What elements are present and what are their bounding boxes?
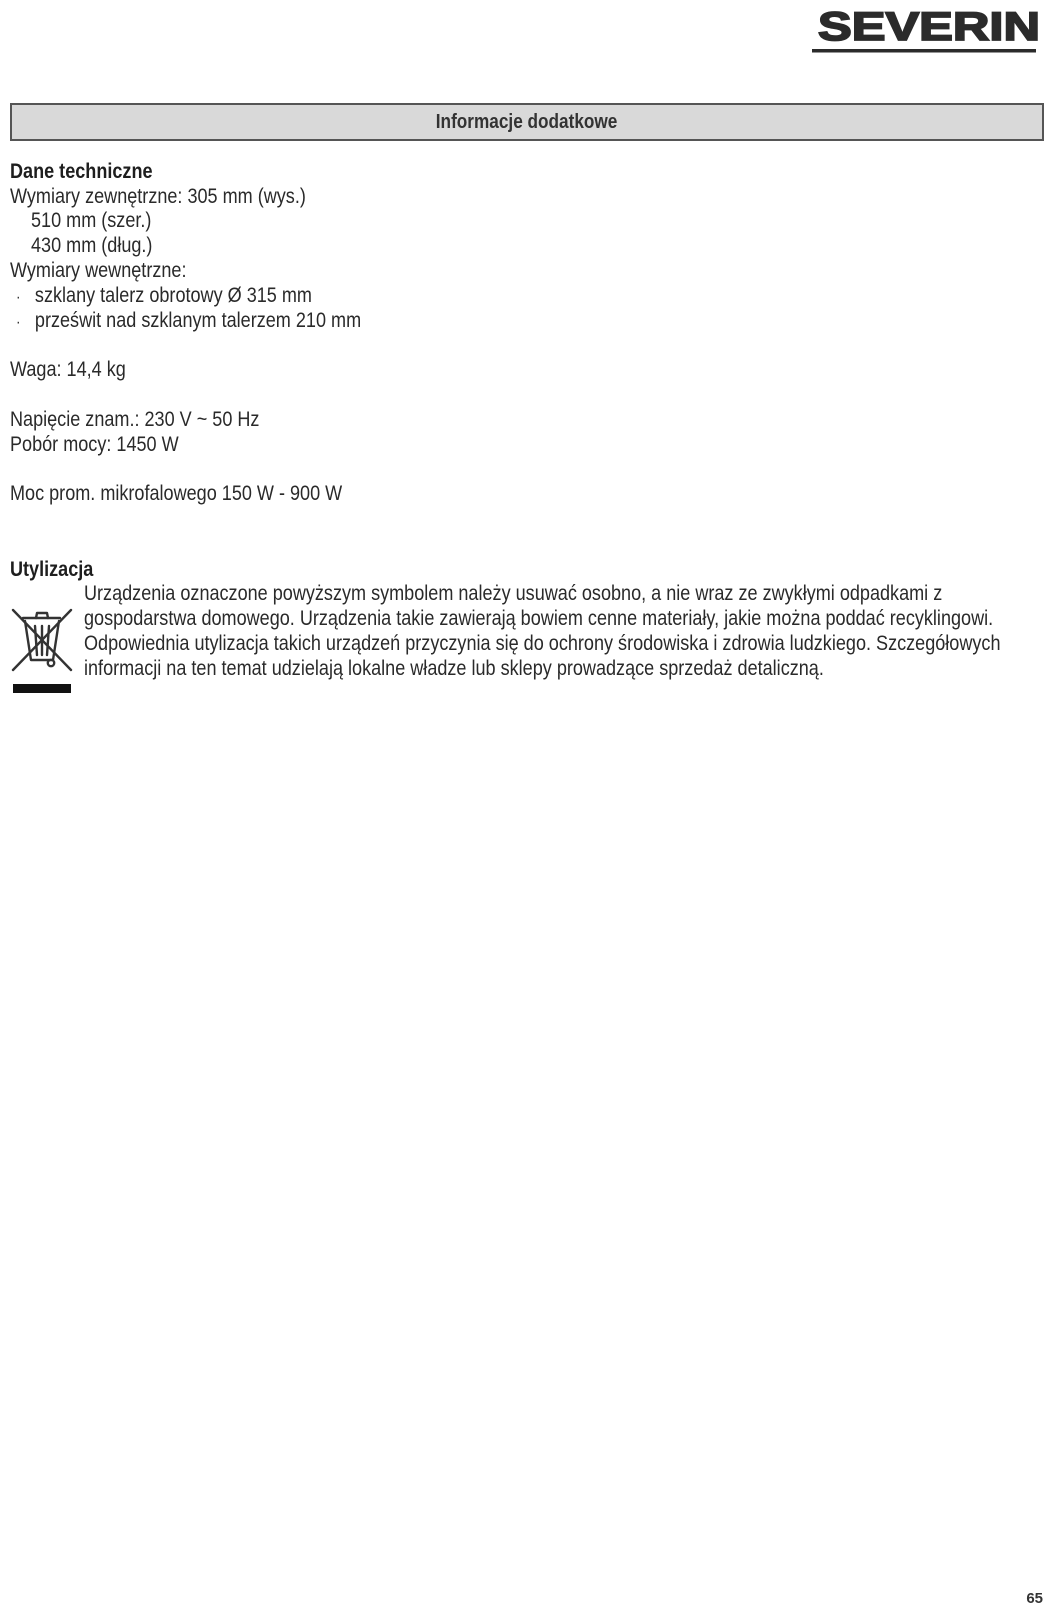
disposal-text-line: Urządzenia oznaczone powyższym symbolem należy usuwać osobno, a nie wraz ze zwykłymi odpadkami z: [84, 582, 943, 605]
outer-dimensions-length: 430 mm (dług.): [31, 234, 153, 257]
tech-heading: Dane techniczne: [10, 160, 153, 183]
weee-crossed-bin-icon: [10, 604, 76, 698]
outer-dimensions-height: Wymiary zewnętrzne: 305 mm (wys.): [10, 185, 306, 208]
inner-dimensions-label: Wymiary wewnętrzne:: [10, 259, 187, 282]
weight: Waga: 14,4 kg: [10, 358, 126, 381]
severin-logo: [812, 6, 1046, 56]
bullet: ·: [16, 289, 21, 306]
inner-dimension-text: szklany talerz obrotowy Ø 315 mm: [34, 284, 312, 307]
page-number: 65: [1026, 1590, 1043, 1607]
disposal-heading: Utylizacja: [10, 558, 94, 581]
outer-dimensions-width: 510 mm (szer.): [31, 209, 152, 232]
section-header: [10, 103, 1044, 141]
power-consumption: Pobór mocy: 1450 W: [10, 433, 179, 456]
svg-text:SEVERIN: SEVERIN: [818, 6, 1040, 49]
section-title: Informacje dodatkowe: [436, 110, 618, 133]
disposal-text-line: gospodarstwa domowego. Urządzenia takie zawierają bowiem cenne materiały, jakie można poddać recyklingowi.: [84, 607, 994, 630]
bullet: ·: [16, 314, 21, 331]
inner-dimension-item: [16, 283, 312, 310]
inner-dimension-text: prześwit nad szklanym talerzem 210 mm: [34, 309, 362, 332]
disposal-text-line: Odpowiednia utylizacja takich urządzeń przyczynia się do ochrony środowiska i zdrowia ludzkiego. Szczegółowych: [84, 632, 1001, 655]
disposal-text-line: informacji na ten temat udzielają lokalne władze lub sklepy prowadzące sprzedaż detaliczną.: [84, 657, 824, 680]
rated-voltage: Napięcie znam.: 230 V ~ 50 Hz: [10, 408, 260, 431]
microwave-output-power: Moc prom. mikrofalowego 150 W - 900 W: [10, 482, 343, 505]
inner-dimension-item: [16, 308, 361, 335]
